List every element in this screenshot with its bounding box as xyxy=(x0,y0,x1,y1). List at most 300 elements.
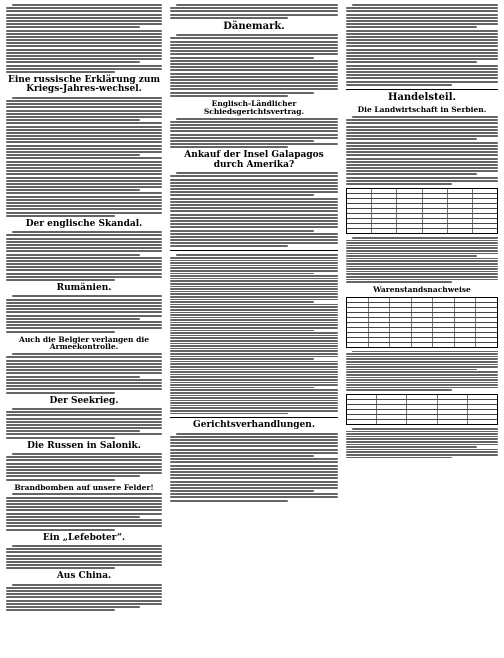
text-line xyxy=(170,204,338,206)
text-line xyxy=(6,180,162,182)
text-line xyxy=(6,14,162,16)
text-line xyxy=(12,493,162,495)
text-line xyxy=(12,545,162,547)
table-cell xyxy=(372,209,397,213)
text-line xyxy=(6,590,162,592)
text-line xyxy=(6,254,140,256)
table-cell xyxy=(347,415,377,419)
text-line xyxy=(170,291,338,293)
article-heading: Ankauf der Insel Galapagos durch Amerika? xyxy=(184,150,324,170)
text-line xyxy=(346,39,498,41)
text-line xyxy=(346,268,498,270)
text-line xyxy=(346,49,498,51)
table-cell xyxy=(412,323,434,327)
text-line xyxy=(6,363,162,365)
text-line xyxy=(6,603,162,605)
column-right xyxy=(346,4,498,654)
text-line xyxy=(6,606,140,608)
text-line xyxy=(6,173,162,175)
article-body xyxy=(6,584,162,612)
table-cell xyxy=(347,214,372,218)
text-line xyxy=(346,14,498,16)
text-line xyxy=(170,236,338,238)
text-line xyxy=(6,463,162,465)
text-line xyxy=(6,324,162,326)
text-line xyxy=(6,424,162,426)
table-cell xyxy=(455,308,477,312)
text-line xyxy=(6,30,162,32)
text-line xyxy=(346,358,498,360)
text-line xyxy=(346,142,498,144)
article-body xyxy=(170,118,338,149)
market-table xyxy=(346,188,498,234)
article-heading: Die Russen in Salonik. xyxy=(27,440,141,451)
text-line xyxy=(346,281,452,283)
text-line xyxy=(346,444,498,446)
text-line xyxy=(346,431,498,433)
table-cell xyxy=(390,298,412,302)
text-line xyxy=(6,372,162,374)
text-line xyxy=(346,446,477,448)
text-line xyxy=(346,52,498,54)
text-line xyxy=(6,103,162,105)
text-line xyxy=(346,361,498,363)
text-line xyxy=(6,71,115,73)
text-line xyxy=(6,516,140,518)
table-cell xyxy=(347,199,372,203)
text-line xyxy=(176,172,338,174)
text-line xyxy=(6,238,162,240)
text-line xyxy=(6,192,162,194)
text-line xyxy=(6,500,162,502)
table-cell xyxy=(473,189,497,193)
text-line xyxy=(346,119,498,121)
article-body xyxy=(346,4,498,86)
article-body xyxy=(170,433,338,502)
table-cell xyxy=(423,224,448,228)
table-cell xyxy=(438,405,468,409)
text-line xyxy=(170,327,338,329)
text-line xyxy=(6,177,162,179)
table-cell xyxy=(347,204,372,208)
table-cell xyxy=(433,318,455,322)
text-line xyxy=(346,245,498,247)
text-line xyxy=(12,353,162,355)
text-line xyxy=(170,442,338,444)
text-line xyxy=(346,77,498,79)
text-line xyxy=(346,436,498,438)
text-line xyxy=(170,210,338,212)
text-line xyxy=(6,135,162,137)
text-line xyxy=(170,293,338,295)
table-cell xyxy=(369,328,391,332)
text-line xyxy=(6,257,162,259)
text-line xyxy=(346,68,498,70)
text-line xyxy=(352,237,498,239)
text-line xyxy=(170,201,338,203)
article-body xyxy=(6,453,162,481)
table-cell xyxy=(397,209,422,213)
table-cell xyxy=(476,328,497,332)
text-line xyxy=(170,363,338,365)
table-cell xyxy=(369,323,391,327)
table-cell xyxy=(473,199,497,203)
article-body xyxy=(6,231,162,281)
text-line xyxy=(6,522,162,524)
text-line xyxy=(6,269,162,271)
text-line xyxy=(170,458,338,460)
table-cell xyxy=(473,214,497,218)
article-body xyxy=(170,34,338,97)
table-cell xyxy=(448,214,473,218)
table-cell xyxy=(372,194,397,198)
text-line xyxy=(170,299,338,301)
text-line xyxy=(6,49,162,51)
text-line xyxy=(6,596,162,598)
table-cell xyxy=(438,400,468,404)
text-line xyxy=(6,39,162,41)
article-body xyxy=(346,237,498,283)
article-heading: Rumänien. xyxy=(56,283,112,293)
text-line xyxy=(346,276,498,278)
text-line xyxy=(170,397,338,399)
table-cell xyxy=(438,415,468,419)
table-cell xyxy=(473,229,497,233)
text-line xyxy=(6,164,162,166)
text-line xyxy=(346,132,498,134)
table-cell xyxy=(347,298,369,302)
table-cell xyxy=(397,214,422,218)
table-cell xyxy=(369,338,391,342)
text-line xyxy=(6,126,162,128)
text-line xyxy=(170,319,338,321)
text-line xyxy=(170,306,338,308)
table-cell xyxy=(412,333,434,337)
table-cell xyxy=(369,333,391,337)
text-line xyxy=(170,185,338,187)
article-body xyxy=(346,351,498,392)
table-cell xyxy=(476,308,497,312)
text-line xyxy=(170,468,338,470)
text-line xyxy=(170,471,338,473)
text-line xyxy=(346,61,477,63)
text-line xyxy=(170,37,338,39)
table-cell xyxy=(347,303,369,307)
text-line xyxy=(6,469,162,471)
text-line xyxy=(6,561,162,563)
text-line xyxy=(6,305,162,307)
text-line xyxy=(170,361,338,363)
table-cell xyxy=(397,229,422,233)
text-line xyxy=(170,257,338,259)
text-line xyxy=(170,410,338,412)
text-line xyxy=(346,129,498,131)
text-line xyxy=(6,427,162,429)
text-line xyxy=(6,379,162,381)
text-line xyxy=(176,254,338,256)
table-cell xyxy=(433,298,455,302)
text-line xyxy=(6,609,115,611)
text-line xyxy=(346,26,477,28)
text-line xyxy=(6,110,162,112)
text-line xyxy=(6,567,115,569)
text-line xyxy=(170,356,338,358)
text-line xyxy=(12,453,162,455)
table-cell xyxy=(473,224,497,228)
text-line xyxy=(170,50,338,52)
text-line xyxy=(170,348,338,350)
table-cell xyxy=(423,199,448,203)
column-middle xyxy=(170,4,338,654)
table-cell xyxy=(347,209,372,213)
text-line xyxy=(346,58,498,60)
text-line xyxy=(6,600,162,602)
text-line xyxy=(346,138,477,140)
article-heading: Der englische Skandal. xyxy=(25,218,143,229)
article-body xyxy=(6,408,162,439)
table-cell xyxy=(433,333,455,337)
table-cell xyxy=(476,298,497,302)
text-line xyxy=(170,140,314,142)
text-line xyxy=(170,191,338,193)
table-cell xyxy=(455,338,477,342)
text-line xyxy=(170,314,338,316)
text-line xyxy=(6,551,162,553)
text-line xyxy=(170,296,338,298)
text-line xyxy=(346,135,498,137)
text-line xyxy=(6,385,162,387)
text-line xyxy=(6,205,162,207)
table-cell xyxy=(448,224,473,228)
table-cell xyxy=(347,410,377,414)
article-heading: Der Seekrieg. xyxy=(49,395,119,406)
text-line xyxy=(346,42,498,44)
text-line xyxy=(170,350,338,352)
table-cell xyxy=(369,298,391,302)
text-line xyxy=(170,490,314,492)
table-cell xyxy=(423,229,448,233)
text-line xyxy=(170,500,288,502)
table-cell xyxy=(455,313,477,317)
table-cell xyxy=(407,405,437,409)
table-cell xyxy=(347,313,369,317)
table-cell xyxy=(438,420,468,424)
text-line xyxy=(6,392,115,394)
table-cell xyxy=(347,400,377,404)
article-body xyxy=(170,254,338,414)
text-line xyxy=(346,377,498,379)
text-line xyxy=(346,250,498,252)
text-line xyxy=(346,454,498,456)
text-line xyxy=(170,17,288,19)
text-line xyxy=(346,167,498,169)
text-line xyxy=(6,151,162,153)
text-line xyxy=(170,369,338,371)
table-cell xyxy=(448,219,473,223)
table-cell xyxy=(433,303,455,307)
text-line xyxy=(170,402,338,404)
text-line xyxy=(346,371,498,373)
text-line xyxy=(352,4,498,6)
text-line xyxy=(170,286,338,288)
table-cell xyxy=(372,229,397,233)
text-line xyxy=(6,65,162,67)
text-line xyxy=(346,173,477,175)
table-cell xyxy=(347,333,369,337)
text-line xyxy=(170,124,338,126)
text-line xyxy=(6,519,162,521)
table-cell xyxy=(407,395,437,399)
text-line xyxy=(346,71,498,73)
newspaper-page xyxy=(6,4,498,654)
text-line xyxy=(346,33,498,35)
text-line xyxy=(170,309,338,311)
text-line xyxy=(170,260,338,262)
table-cell xyxy=(412,318,434,322)
table-cell xyxy=(347,405,377,409)
text-line xyxy=(170,330,314,332)
text-line xyxy=(346,36,498,38)
table-cell xyxy=(377,400,407,404)
text-line xyxy=(6,459,162,461)
text-line xyxy=(170,395,338,397)
text-line xyxy=(170,265,338,267)
text-line xyxy=(6,55,162,57)
article-body xyxy=(6,295,162,332)
text-line xyxy=(6,593,162,595)
text-line xyxy=(6,437,115,439)
table-cell xyxy=(412,343,434,347)
text-line xyxy=(6,366,162,368)
text-line xyxy=(170,194,314,196)
text-line xyxy=(170,400,338,402)
divider xyxy=(170,417,338,418)
text-line xyxy=(346,279,498,281)
table-cell xyxy=(397,224,422,228)
table-cell xyxy=(397,189,422,193)
table-cell xyxy=(347,338,369,342)
text-line xyxy=(170,280,338,282)
text-line xyxy=(6,36,162,38)
text-line xyxy=(346,126,498,128)
text-line xyxy=(6,106,162,108)
text-line xyxy=(6,241,162,243)
text-line xyxy=(170,436,338,438)
table-cell xyxy=(390,313,412,317)
text-line xyxy=(6,52,162,54)
table-cell xyxy=(476,333,497,337)
text-line xyxy=(346,151,498,153)
text-line xyxy=(6,26,140,28)
text-line xyxy=(6,129,162,131)
text-line xyxy=(6,318,140,320)
text-line xyxy=(170,82,338,84)
table-cell xyxy=(347,343,369,347)
text-line xyxy=(170,267,338,269)
text-line xyxy=(346,356,498,358)
text-line xyxy=(6,116,162,118)
text-line xyxy=(346,369,477,371)
text-line xyxy=(6,331,115,333)
text-line xyxy=(170,301,314,303)
text-line xyxy=(6,548,162,550)
divider xyxy=(346,89,498,90)
text-line xyxy=(6,189,140,191)
table-cell xyxy=(455,343,477,347)
text-line xyxy=(346,45,498,47)
text-line xyxy=(346,10,498,12)
text-line xyxy=(170,44,338,46)
table-cell xyxy=(390,318,412,322)
text-line xyxy=(6,503,162,505)
divider xyxy=(170,250,338,251)
text-line xyxy=(6,311,162,313)
text-line xyxy=(170,242,338,244)
table-cell xyxy=(423,204,448,208)
text-line xyxy=(170,220,338,222)
text-line xyxy=(346,253,498,255)
text-line xyxy=(346,180,498,182)
text-line xyxy=(170,217,338,219)
text-line xyxy=(170,57,314,59)
text-line xyxy=(170,376,338,378)
table-cell xyxy=(372,199,397,203)
text-line xyxy=(6,122,162,124)
table-cell xyxy=(448,229,473,233)
table-cell xyxy=(476,318,497,322)
text-line xyxy=(6,327,162,329)
text-line xyxy=(6,154,140,156)
table-cell xyxy=(412,338,434,342)
text-line xyxy=(6,299,162,301)
text-line xyxy=(346,364,498,366)
text-line xyxy=(176,34,338,36)
table-cell xyxy=(476,343,497,347)
text-line xyxy=(6,369,162,371)
article-body xyxy=(6,353,162,393)
text-line xyxy=(170,233,338,235)
text-line xyxy=(6,199,162,201)
table-cell xyxy=(369,343,391,347)
text-line xyxy=(170,47,338,49)
text-line xyxy=(346,389,452,391)
text-line xyxy=(6,113,162,115)
text-line xyxy=(346,158,498,160)
text-line xyxy=(170,53,338,55)
text-line xyxy=(6,456,162,458)
text-line xyxy=(6,61,140,63)
text-line xyxy=(170,335,338,337)
table-cell xyxy=(347,420,377,424)
table-cell xyxy=(377,415,407,419)
table-cell xyxy=(433,313,455,317)
table-cell xyxy=(455,303,477,307)
text-line xyxy=(6,170,162,172)
text-line xyxy=(6,145,162,147)
text-line xyxy=(6,119,140,121)
text-line xyxy=(346,247,498,249)
table-cell xyxy=(412,298,434,302)
text-line xyxy=(6,466,162,468)
text-line xyxy=(6,497,162,499)
text-line xyxy=(6,525,162,527)
text-line xyxy=(6,250,162,252)
table-cell xyxy=(473,194,497,198)
text-line xyxy=(12,231,162,233)
text-line xyxy=(170,226,338,228)
text-line xyxy=(346,84,452,86)
text-line xyxy=(6,100,162,102)
